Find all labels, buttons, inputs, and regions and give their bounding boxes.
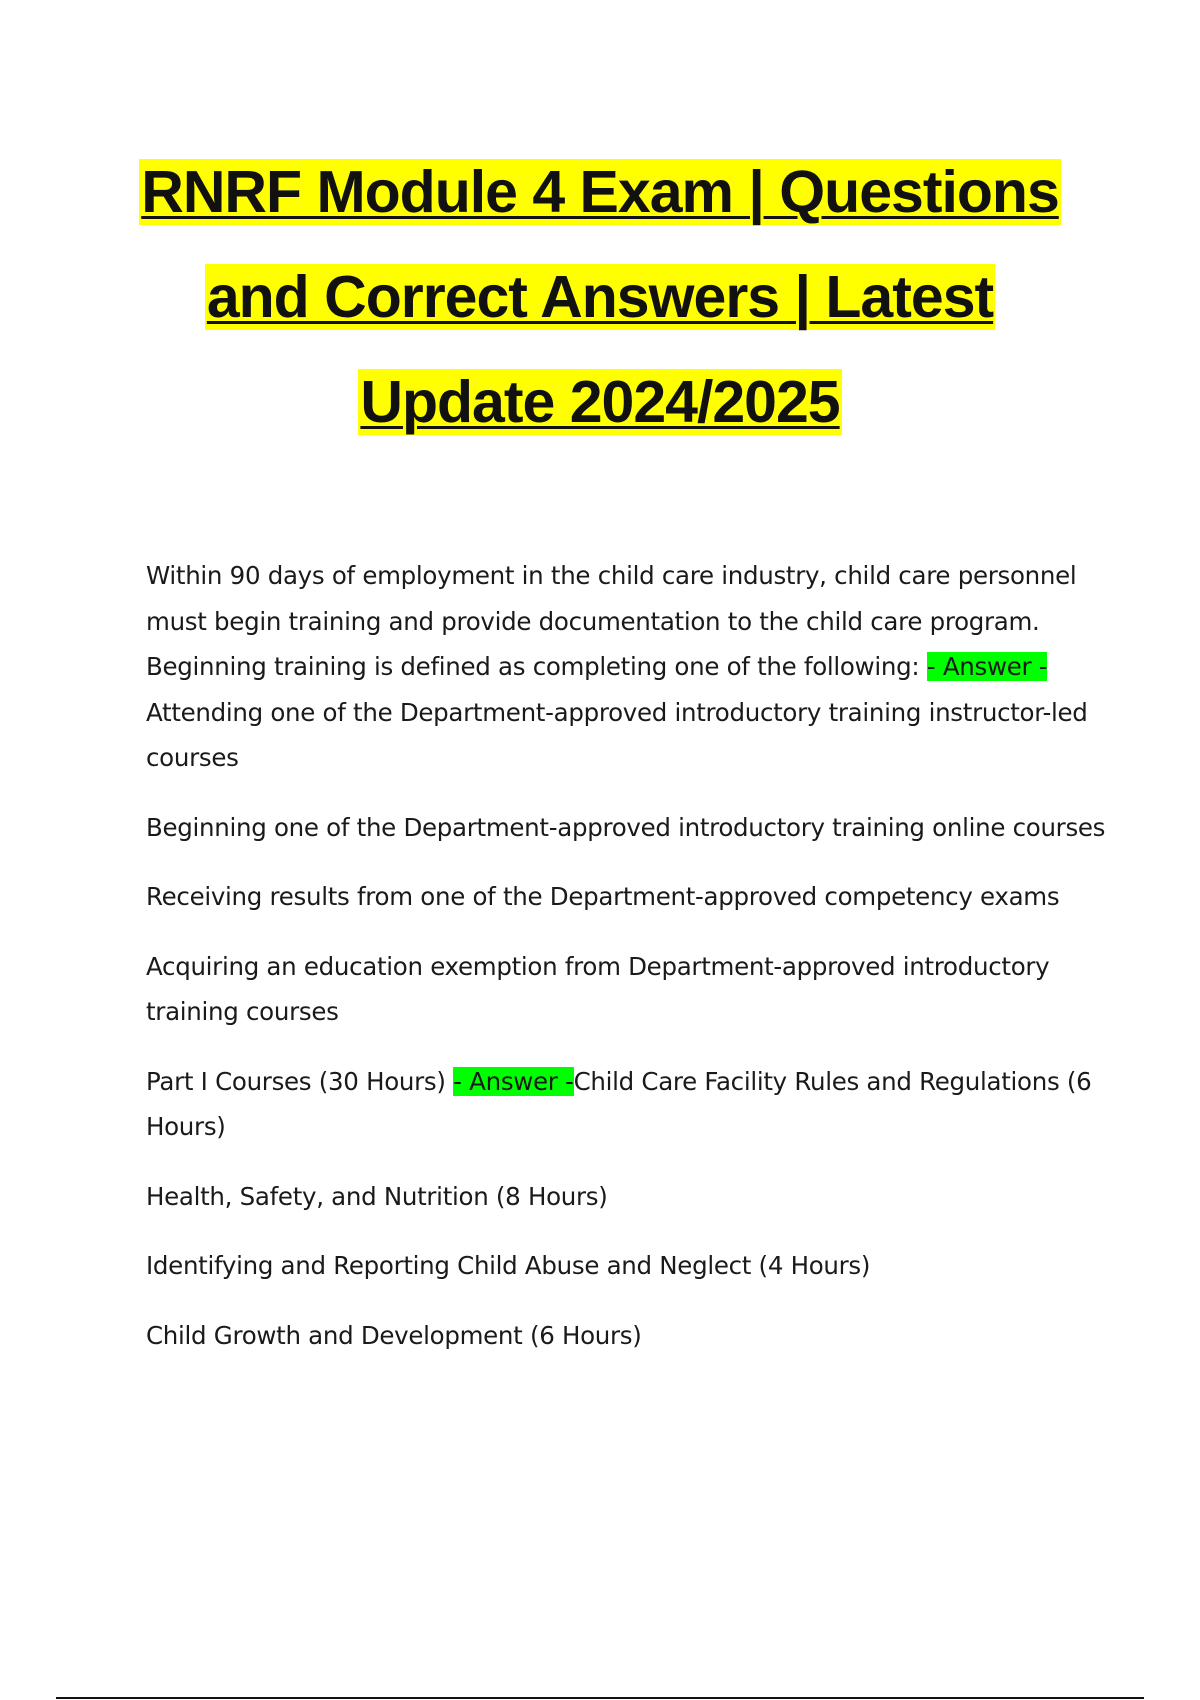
answer-option: Beginning one of the Department-approved introductory training online courses [146,812,1106,842]
answer-option: Receiving results from one of the Department-approved competency exams [146,882,1060,911]
answer-option: Acquiring an education exemption from Department-approved introductory training courses [146,951,1050,1026]
answer-option: Child Growth and Development (6 Hours) [146,1320,642,1350]
question-text: Part I Courses (30 Hours) [146,1066,454,1096]
title-line-1: RNRF Module 4 Exam | Questions [141,159,1059,225]
answer-text: Attending one of the Department-approved introductory training instructor-led courses [146,697,1088,772]
answer-marker: - Answer - [453,1066,574,1096]
document-body [146,553,1106,1382]
title-line-2: and Correct Answers | Latest [206,264,994,330]
qa-paragraph [146,1059,1106,1150]
page-bottom-rule [56,1697,1144,1699]
question-text: Within 90 days of employment in the child care industry, child care personnel must begin training and provide documentation to the child care program. Beginning training is defined as completing one of the following: [146,561,1077,681]
qa-paragraph [146,553,1106,781]
answer-marker: - Answer - [926,652,1047,681]
answer-option: Identifying and Reporting Child Abuse and Neglect (4 Hours) [146,1251,871,1280]
document-title [100,140,1100,455]
title-line-3: Update 2024/2025 [360,369,840,435]
answer-option: Health, Safety, and Nutrition (8 Hours) [146,1181,608,1211]
answer-text: Child Care Facility Rules and Regulations (6 Hours) [146,1066,1092,1141]
